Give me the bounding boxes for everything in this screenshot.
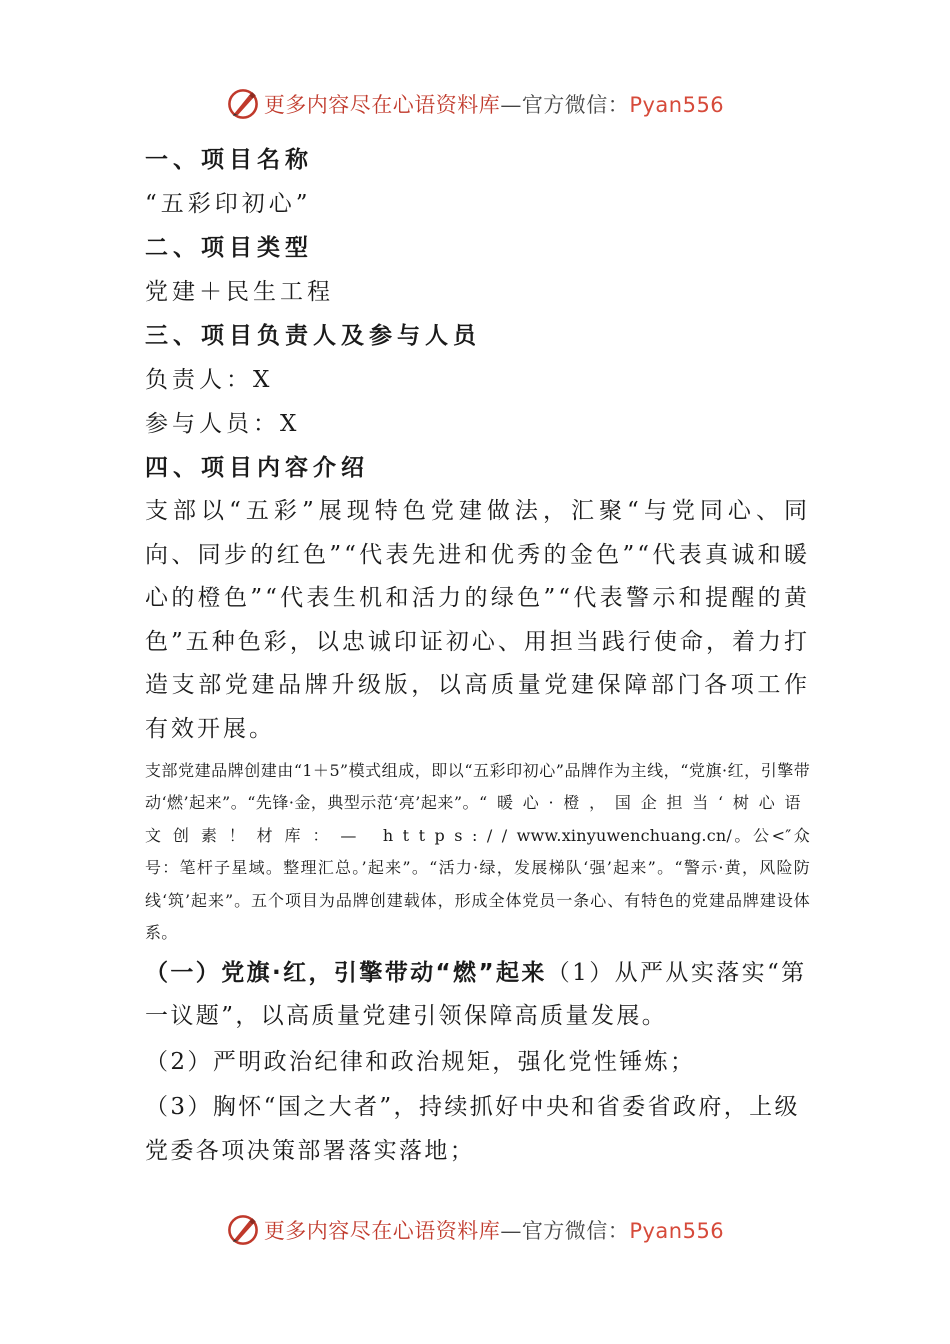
pen-logo-icon [226, 87, 260, 121]
heading-project-people: 三、项目负责人及参与人员 [145, 323, 481, 349]
subsection-red [145, 952, 810, 1039]
subsection-red-item-2: （2）严明政治纪律和政治规矩，强化党性锤炼； [145, 1048, 696, 1075]
heading-project-type: 二、项目类型 [145, 235, 313, 261]
intro-paragraph: 支部以“五彩”展现特色党建做法，汇聚“与党同心、同向、同步的红色”“代表先进和优秀的金色”“代表真诚和暖心的橙色”“代表生机和活力的绿色”“代表警示和提醒的黄色”五种色彩，以忠诚印证初心、用担当践行使命，着力打造支部党建品牌升级版，以高质量党建保障部门各项工作有效开展。 [145, 498, 810, 742]
project-type: 党建＋民生工程 [145, 279, 334, 305]
watermark-site: 更多内容尽在心语资料库 [263, 93, 501, 117]
project-members: 参与人员：X [145, 411, 301, 437]
watermark-id: Pyan556 [629, 1219, 725, 1243]
watermark-site: 更多内容尽在心语资料库 [263, 1219, 501, 1243]
heading-project-name: 一、项目名称 [145, 147, 313, 173]
pen-logo-icon [226, 1213, 260, 1247]
watermark-wechat: —官方微信： [500, 93, 630, 117]
detail-text-b: www.xinyuwenchuang.cn/。公<″众号：笔杆子星域。整理汇总。’起来”。“活力·绿，发展梯队‘强’起来”。“警示·黄，风险防线‘筑’起来”。五个项目为品牌创建载体，形成全体党员一条心、有特色的党建品牌建设体系。 [145, 825, 810, 943]
document-body [145, 138, 810, 1174]
header-watermark [0, 84, 950, 124]
watermark-wechat: —官方微信： [500, 1219, 630, 1243]
subsection-red-item-3: （3）胸怀“国之大者”，持续抓好中央和省委省政府，上级党委各项决策部署落实落地； [145, 1094, 800, 1164]
detail-text-a: 支部党建品牌创建由“1＋5”模式组成，即以“五彩印初心”品牌作为主线，“党旗·红，引擎带动‘燃’起来”。“先锋·金，典型示范‘亮’起来”。 [145, 760, 810, 813]
watermark-id: Pyan556 [629, 93, 725, 117]
detail-paragraph [145, 755, 810, 950]
footer-watermark [0, 1210, 950, 1250]
heading-project-content: 四、项目内容介绍 [145, 455, 369, 481]
subsection-red-item-1: （1）从严从实落实“第一议题”，以高质量党建引领保障高质量发展。 [145, 959, 807, 1030]
project-name: “五彩印初心” [145, 191, 312, 217]
project-leader: 负责人：X [145, 367, 274, 393]
subsection-red-title: （一）党旗·红，引擎带动“燃”起来 [145, 959, 547, 986]
detail-text-spaced: “暖心·橙，国企担当‘树心语文创素！材库：— https:// [145, 793, 810, 845]
